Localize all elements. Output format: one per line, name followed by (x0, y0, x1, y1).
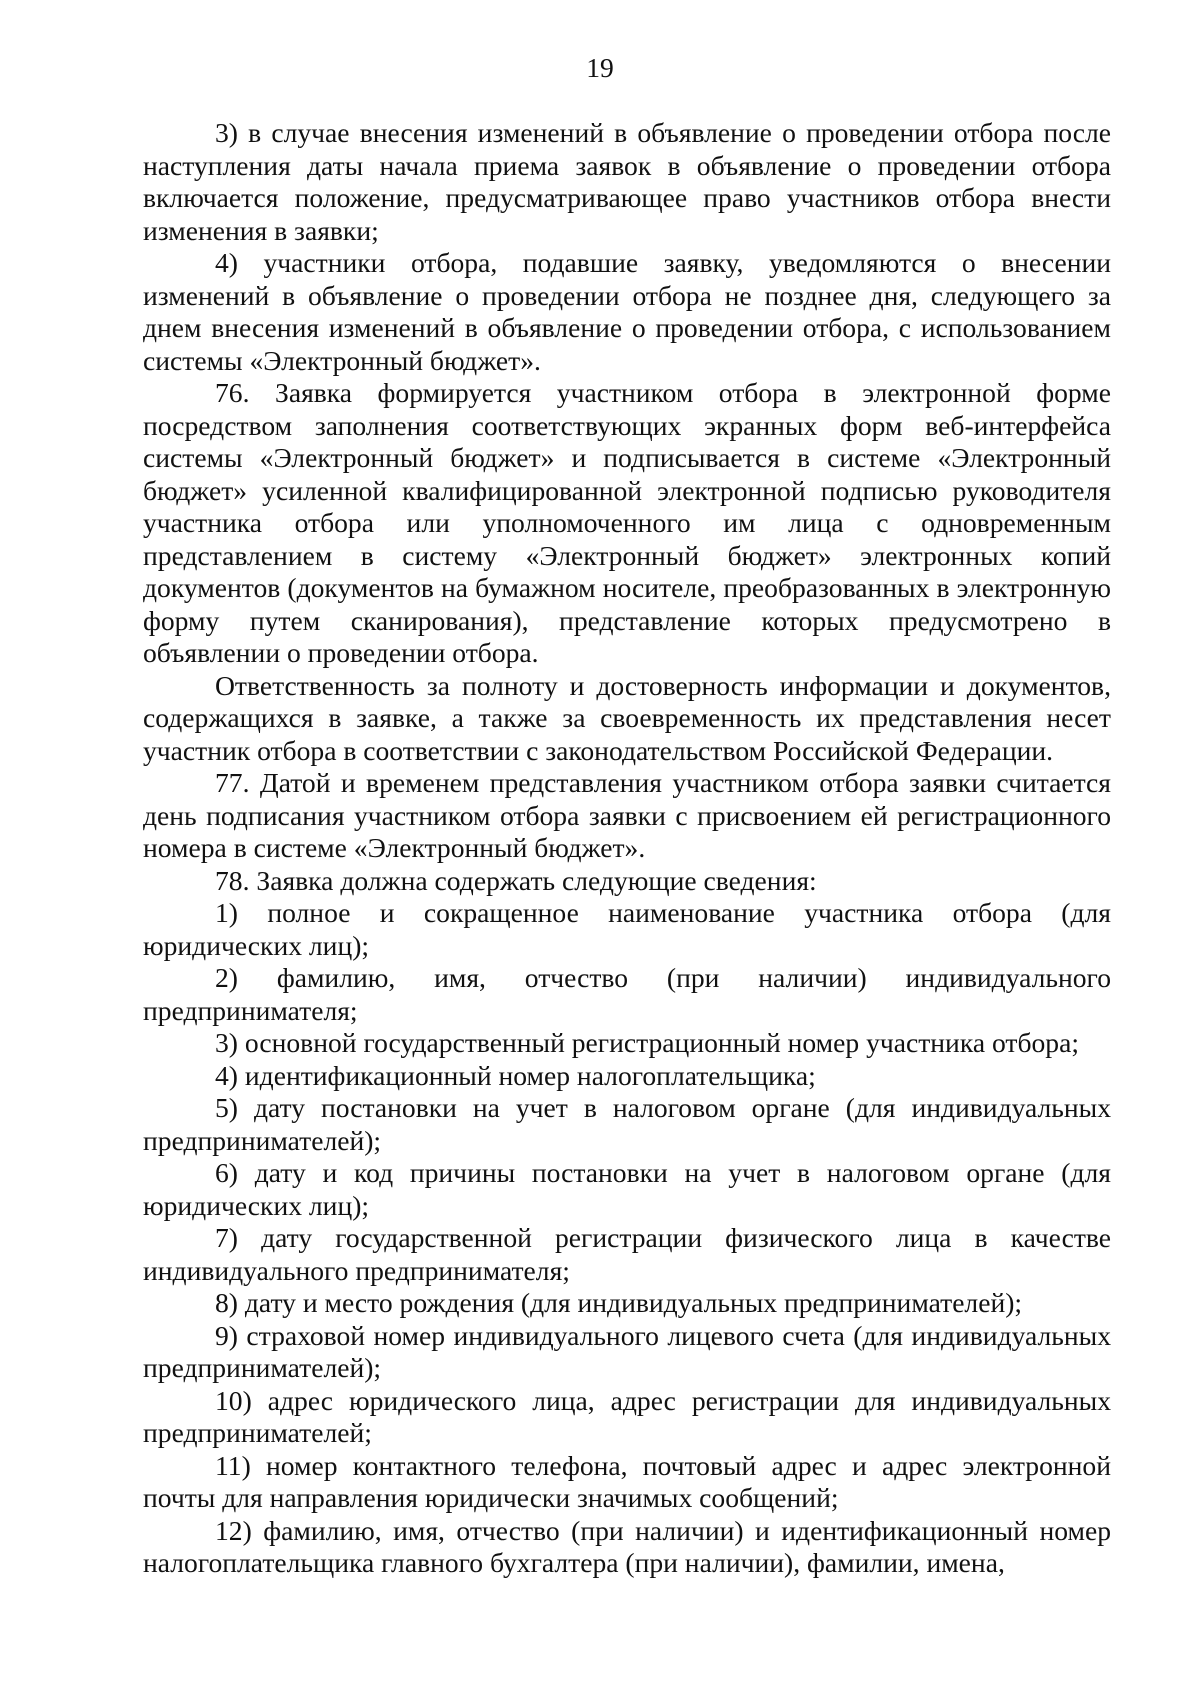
list-item-7: 7) дату государственной регистрации физического лица в качестве индивидуального предпринимателя; (143, 1222, 1111, 1286)
paragraph-responsibility: Ответственность за полноту и достоверность информации и документов, содержащихся в заявке, а также за своевременность их представления несет участник отбора в соответствии с законодательством Российской Федерации. (143, 669, 1111, 766)
paragraph-78-required-information: 78. Заявка должна содержать следующие сведения: (215, 864, 817, 896)
list-item-10: 10) адрес юридического лица, адрес регистрации для индивидуальных предпринимателей; (143, 1384, 1111, 1448)
list-item-6: 6) дату и код причины постановки на учет в налоговом органе (для юридических лиц); (143, 1157, 1111, 1221)
list-item-3: 3) основной государственный регистрационный номер участника отбора; (215, 1027, 1080, 1058)
paragraph-item-3-amendment-rights: 3) в случае внесения изменений в объявление о проведении отбора после наступления даты начала приема заявок в объявление о проведении отбора включается положение, предусматривающее право участников отбора внести изменения в заявки; (143, 117, 1111, 246)
list-item-11: 11) номер контактного телефона, почтовый адрес и адрес электронной почты для направления юридически значимых сообщений; (143, 1449, 1111, 1513)
list-item-9: 9) страховой номер индивидуального лицевого счета (для индивидуальных предпринимателей); (143, 1319, 1111, 1383)
list-item-8: 8) дату и место рождения (для индивидуальных предпринимателей); (215, 1287, 1023, 1318)
paragraph-76-application-form: 76. Заявка формируется участником отбора в электронной форме посредством заполнения соответствующих экранных форм веб-интерфейса системы «Электронный бюджет» и подписывается в системе «Электронный бюджет» усиленной квалифицированной электронной подписью руководителя участника отбора или уполномоченного им лица с одновременным представлением в систему «Электронный бюджет» электронных копий документов (документов на бумажном носителе, преобразованных в электронную форму путем сканирования), представление которых предусмотрено в объявлении о проведении отбора. (143, 377, 1111, 668)
list-item-1: 1) полное и сокращенное наименование участника отбора (для юридических лиц); (143, 897, 1111, 961)
document-body (143, 117, 1111, 1580)
page-number: 19 (586, 52, 614, 83)
list-item-5: 5) дату постановки на учет в налоговом органе (для индивидуальных предпринимателей); (143, 1092, 1111, 1156)
paragraph-77-submission-date: 77. Датой и временем представления участником отбора заявки считается день подписания участником отбора заявки с присвоением ей регистрационного номера в системе «Электронный бюджет». (143, 767, 1111, 863)
paragraph-item-4-notification: 4) участники отбора, подавшие заявку, уведомляются о внесении изменений в объявление о проведении отбора не позднее дня, следующего за днем внесения изменений в объявление о проведении отбора, с использованием системы «Электронный бюджет». (143, 247, 1111, 376)
list-item-12: 12) фамилию, имя, отчество (при наличии) и идентификационный номер налогоплательщика главного бухгалтера (при наличии), фамилии, имена, (143, 1514, 1111, 1578)
list-item-4: 4) идентификационный номер налогоплательщика; (215, 1059, 816, 1091)
list-item-2: 2) фамилию, имя, отчество (при наличии) индивидуального предпринимателя; (143, 962, 1111, 1026)
